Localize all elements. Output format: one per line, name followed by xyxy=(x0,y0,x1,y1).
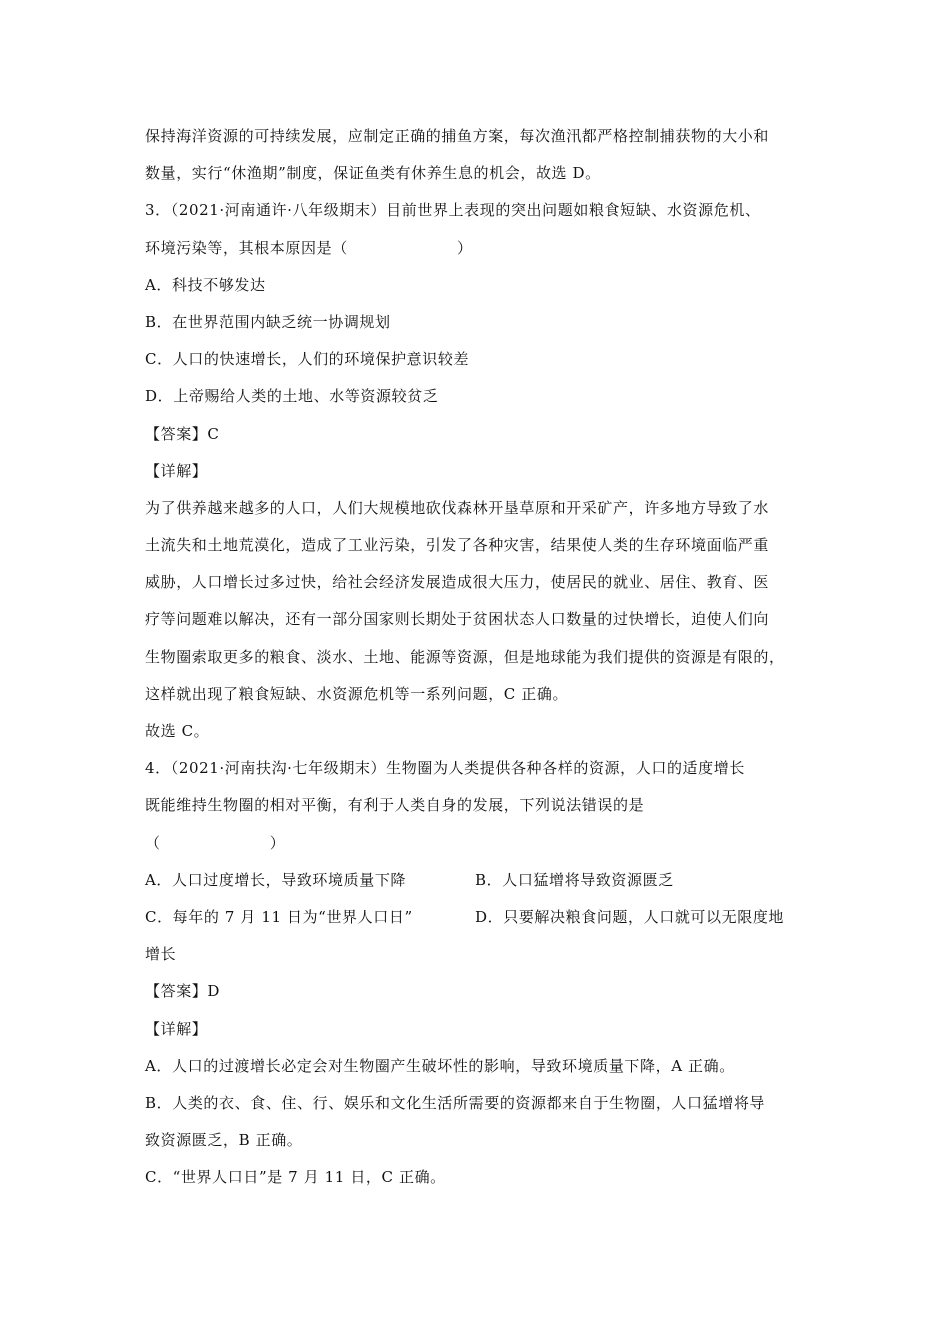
question-4-blank: （ ） xyxy=(145,833,286,852)
question-4-options-row-2 xyxy=(145,899,815,936)
question-3-stem: 3．（2021·河南通许·八年级期末）目前世界上表现的突出问题如粮食短缺、水资源危机、 xyxy=(145,201,761,220)
question-3-detail-heading: 【详解】 xyxy=(145,461,208,480)
document-page xyxy=(145,118,815,1196)
question-4-explanation: 致资源匮乏，B 正确。 xyxy=(145,1131,303,1150)
question-3-option-a: A．科技不够发达 xyxy=(145,275,266,294)
question-4-option-b: B．人口猛增将导致资源匮乏 xyxy=(475,870,674,889)
question-4-explanation: A．人口的过渡增长必定会对生物圈产生破坏性的影响，导致环境质量下降，A 正确。 xyxy=(145,1056,735,1075)
question-4-detail-heading: 【详解】 xyxy=(145,1019,208,1038)
question-4-explanation: C．“世界人口日”是 7 月 11 日，C 正确。 xyxy=(145,1168,446,1187)
question-3-option-b: B．在世界范围内缺乏统一协调规划 xyxy=(145,312,391,331)
question-3-conclusion: 故选 C。 xyxy=(145,722,210,740)
question-4-options-row-1 xyxy=(145,862,815,899)
question-3-option-d: D．上帝赐给人类的土地、水等资源较贫乏 xyxy=(145,387,439,406)
question-4-option-d-continued: 增长 xyxy=(145,945,177,964)
question-3-explanation: 为了供养越来越多的人口，人们大规模地砍伐森林开垦草原和开采矿产，许多地方导致了水 xyxy=(145,498,770,517)
question-4-explanation: B．人类的衣、食、住、行、娱乐和文化生活所需要的资源都来自于生物圈，人口猛增将导 xyxy=(145,1093,766,1112)
question-4-stem: 既能维持生物圈的相对平衡，有利于人类自身的发展，下列说法错误的是 xyxy=(145,796,645,815)
question-4-option-c: C．每年的 7 月 11 日为“世界人口日” xyxy=(145,907,413,926)
question-4-option-a: A．人口过度增长，导致环境质量下降 xyxy=(145,870,407,889)
question-3-explanation: 疗等问题难以解决，还有一部分国家则长期处于贫困状态人口数量的过快增长，迫使人们向 xyxy=(145,610,770,629)
question-3-explanation: 这样就出现了粮食短缺、水资源危机等一系列问题，C 正确。 xyxy=(145,684,569,703)
question-4-stem: 4．（2021·河南扶沟·七年级期末）生物圈为人类提供各种各样的资源，人口的适度增长 xyxy=(145,759,745,778)
question-4-option-d: D．只要解决粮食问题，人口就可以无限度地 xyxy=(475,907,785,926)
question-3-answer: 【答案】C xyxy=(145,424,220,443)
question-3-explanation: 生物圈索取更多的粮食、淡水、土地、能源等资源，但是地球能为我们提供的资源是有限的， xyxy=(145,647,785,666)
question-3-stem: 环境污染等，其根本原因是（ ） xyxy=(145,238,473,257)
question-3-explanation: 威胁，人口增长过多过快，给社会经济发展造成很大压力，使居民的就业、居住、教育、医 xyxy=(145,573,770,592)
question-4-answer: 【答案】D xyxy=(145,982,221,1001)
text-line: 保持海洋资源的可持续发展，应制定正确的捕鱼方案，每次渔汛都严格控制捕获物的大小和 xyxy=(145,127,770,145)
text-line: 数量，实行“休渔期”制度，保证鱼类有休养生息的机会，故选 D。 xyxy=(145,164,601,183)
question-3-explanation: 土流失和土地荒漠化，造成了工业污染，引发了各种灾害，结果使人类的生存环境面临严重 xyxy=(145,536,770,555)
question-3-option-c: C．人口的快速增长，人们的环境保护意识较差 xyxy=(145,350,470,369)
